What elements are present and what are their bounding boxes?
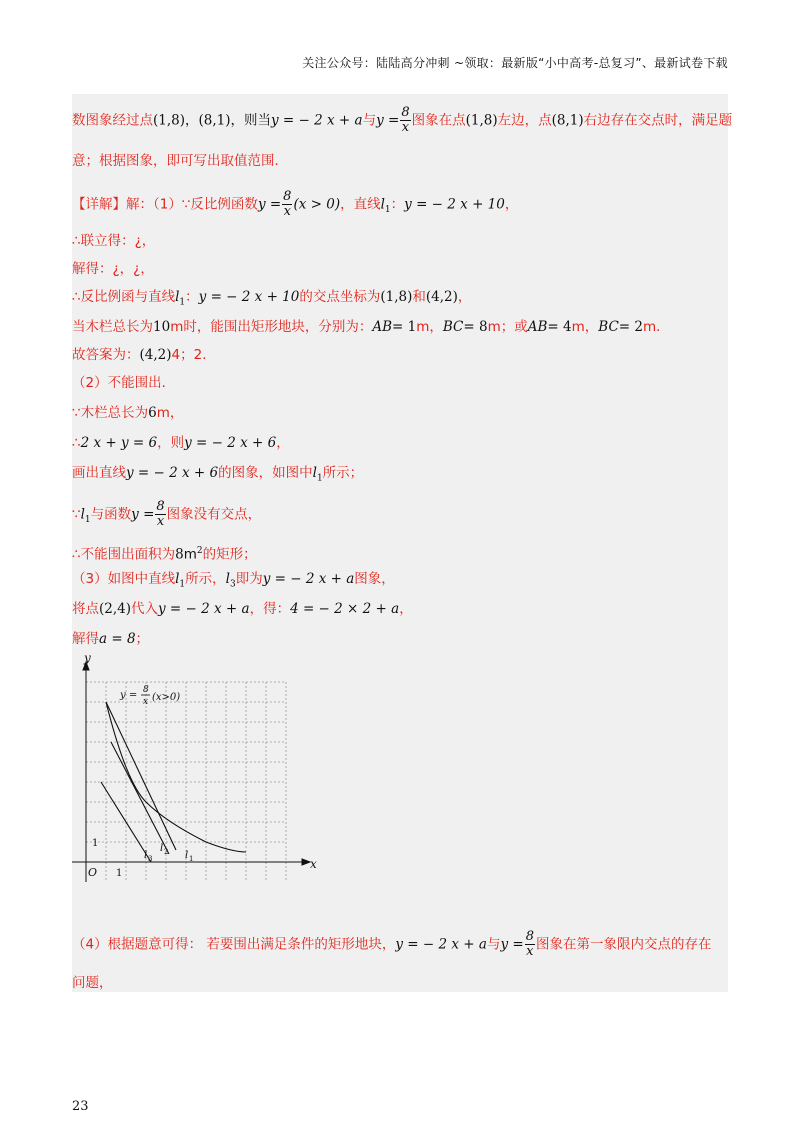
fraction-8-over-x: $\frac{8}{x}$ xyxy=(401,105,410,135)
fraction-8-over-x: $\frac{8}{x}$ xyxy=(283,189,292,219)
y-axis-label: y xyxy=(84,654,91,665)
curve-label-den: x xyxy=(143,697,149,707)
line-l2 xyxy=(111,742,169,854)
origin-label: O xyxy=(88,866,98,879)
text-line-9: （2）不能围出． xyxy=(72,375,176,391)
y-tick-1: 1 xyxy=(92,838,99,849)
function-graph xyxy=(72,654,322,894)
text-line-14: ∴不能围出面积为$8m^2$的矩形； xyxy=(72,546,257,563)
line-l1 xyxy=(106,702,176,850)
text-line-5: 解得：¿，¿， xyxy=(72,261,154,277)
text-line-12: 画出直线y = − 2 x + 6的图象，如图中$l_1$所示； xyxy=(72,465,364,484)
solution-block xyxy=(72,94,733,992)
x-axis-label: x xyxy=(310,857,317,871)
text-line-16: 将点(2,4)代入y = − 2 x + a，得：4 = − 2 × 2 + a， xyxy=(72,601,413,617)
text-line-19: 问题， xyxy=(72,975,113,991)
label-l3: l xyxy=(144,850,148,861)
text-line-6: ∴反比例函与直线$l_1$：y = − 2 x + 10的交点坐标为(1,8)和(4,2)， xyxy=(72,289,472,308)
text-line-3: 【详解】解：（1）∵反比例函数y = $\frac{8}{x}$ (x > 0)，直线$l_1$：y = − 2 x + 10， xyxy=(72,189,519,219)
label-l2-sub: 2 xyxy=(164,848,169,856)
page-header: 关注公众号：陆陆高分冲刺 ~领取：最新版“小中高考-总复习”、最新试卷下载 xyxy=(302,56,728,70)
x-tick-1: 1 xyxy=(116,868,123,879)
label-l1-sub: 1 xyxy=(189,855,194,863)
label-l3-sub: 3 xyxy=(148,855,153,863)
text-line-17: 解得a = 8； xyxy=(72,631,150,647)
text-line-1: 数图象经过点(1,8)，(8,1)，则当y = − 2 x + a与y = $\frac{8}{x}$ 图象在点(1,8)左边，点(8,1)右边存在交点时，满足题 xyxy=(72,105,733,135)
curve-label-num: 8 xyxy=(143,685,149,695)
text-line-18: （4）根据题意可得： 若要围出满足条件的矩形地块，y = − 2 x + a与y = $\frac{8}{x}$ 图象在第一象限内交点的存在 xyxy=(72,929,712,959)
text-line-15: （3）如图中直线$l_1$所示，$l_3$即为y = − 2 x + a图象， xyxy=(72,571,395,590)
page-number: 23 xyxy=(72,1099,89,1114)
fraction-8-over-x: $\frac{8}{x}$ xyxy=(156,499,165,529)
text-line-8: 故答案为：(4,2)4；2． xyxy=(72,347,216,363)
text-line-10: ∵木栏总长为6m， xyxy=(72,405,184,421)
hyperbola-curve xyxy=(106,702,246,852)
text-line-11: ∴2 x + y = 6，则y = − 2 x + 6， xyxy=(72,435,290,451)
curve-label-y: y = xyxy=(120,690,138,701)
fraction-8-over-x: $\frac{8}{x}$ xyxy=(525,929,534,959)
label-l1: l xyxy=(185,850,189,861)
axes xyxy=(72,662,310,882)
text-line-2: 意；根据图象，即可写出取值范围． xyxy=(72,153,288,169)
text-line-4: ∴联立得：¿， xyxy=(72,233,156,249)
text-line-7: 当木栏总长为10m时，能围出矩形地块，分别为：AB= 1m，BC= 8m；或AB= 4m，BC= 2m． xyxy=(72,319,670,335)
text-line-13: $\because l_1$与函数y = $\frac{8}{x}$ 图象没有交点， xyxy=(72,499,262,529)
label-l2: l xyxy=(160,843,164,854)
curve-label-cond: (x>0) xyxy=(152,692,181,703)
